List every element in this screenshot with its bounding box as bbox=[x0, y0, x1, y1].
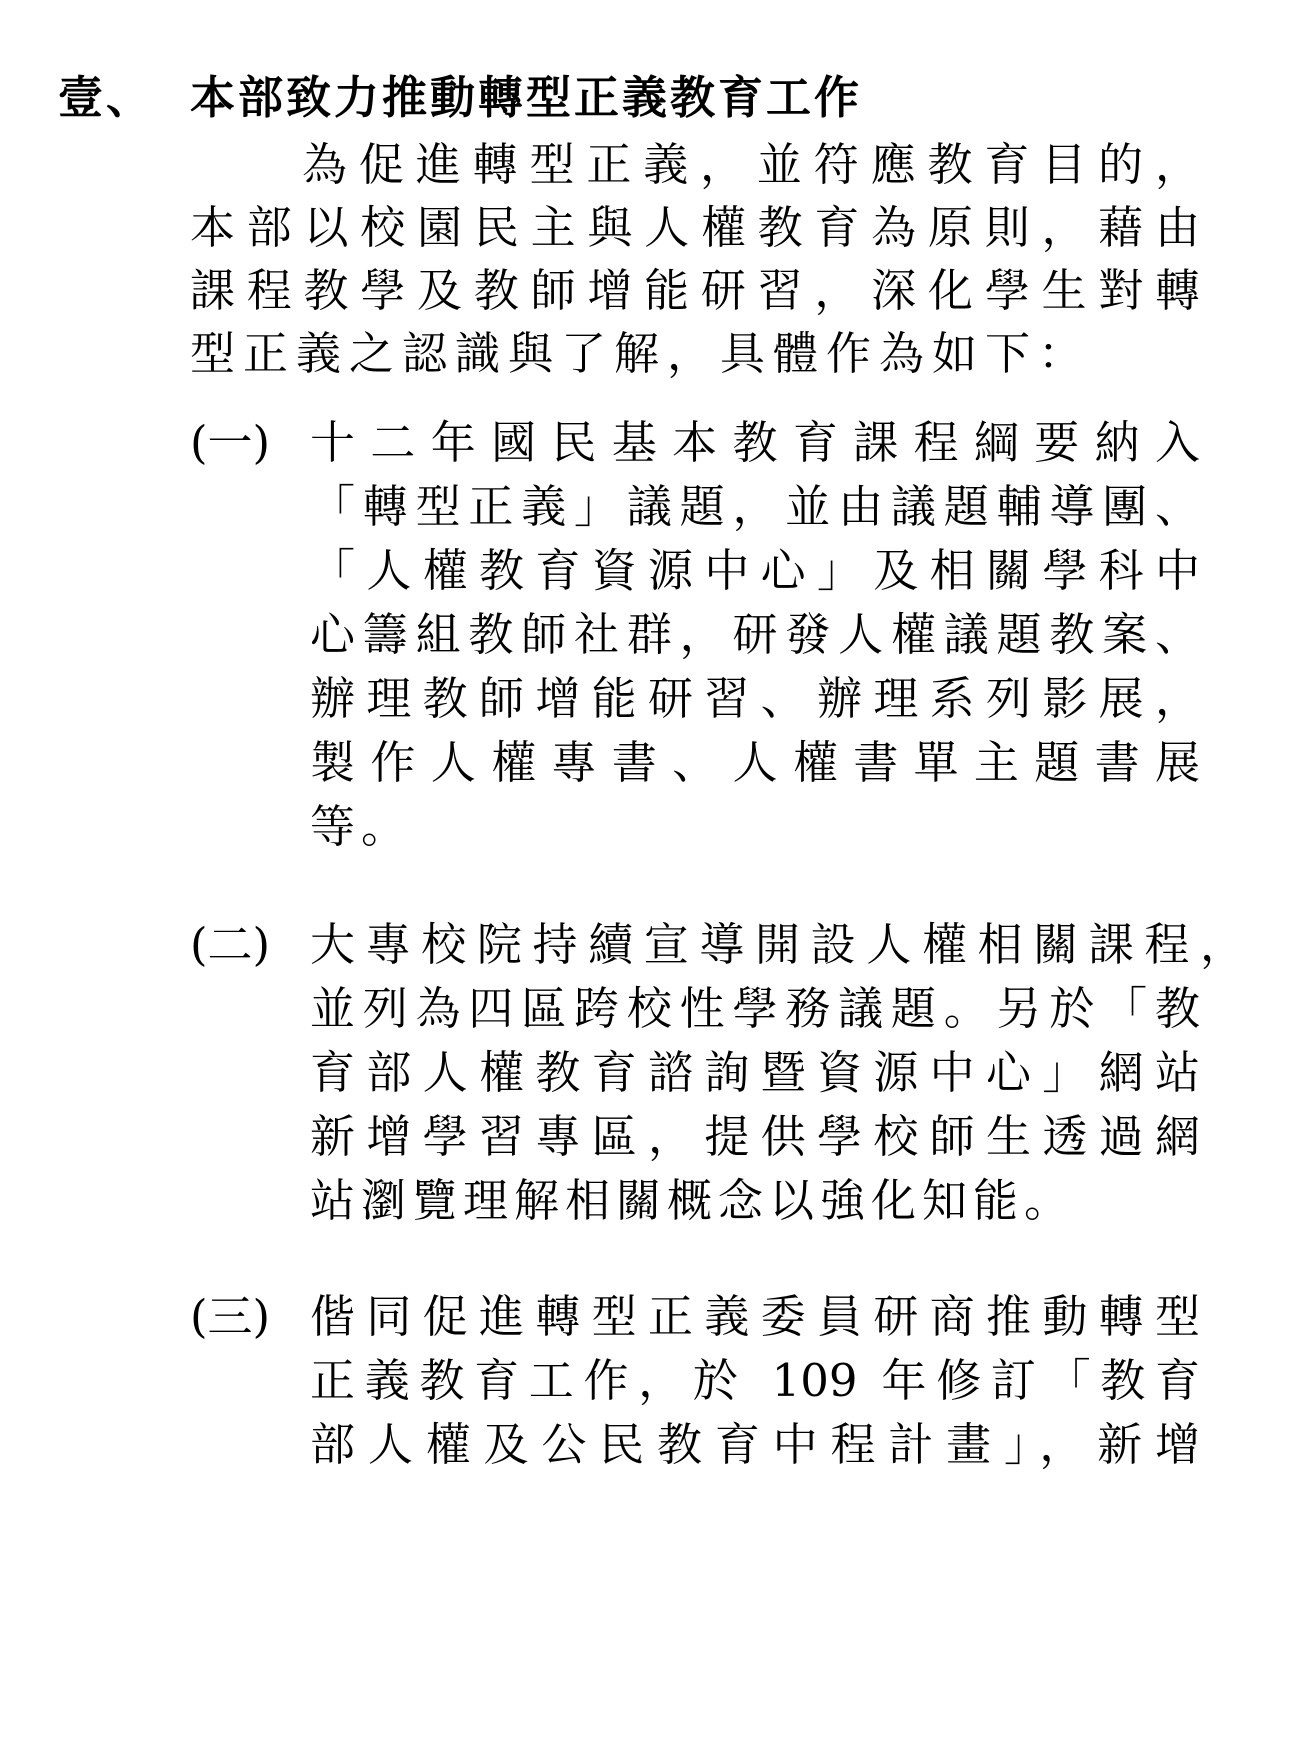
list-item-line: 大專校院持續宣導開設人權相關課程， bbox=[310, 918, 1245, 971]
list-item-line: 正義教育工作，於 109 年修訂「教育 bbox=[310, 1354, 1200, 1407]
list-item-label: (一) bbox=[190, 416, 271, 469]
list-item-line: 等。 bbox=[310, 800, 413, 853]
paragraph-line: 課程教學及教師增能研習，深化學生對轉 bbox=[190, 264, 1200, 317]
list-item-line: 製作人權專書、人權書單主題書展 bbox=[310, 736, 1200, 789]
list-item-label: (二) bbox=[190, 918, 271, 971]
list-item-line: 部人權及公民教育中程計畫」，新增 bbox=[310, 1418, 1200, 1471]
list-item-line: 十二年國民基本教育課程綱要納入 bbox=[310, 416, 1200, 469]
paragraph-line: 本部以校園民主與人權教育為原則，藉由 bbox=[190, 201, 1200, 254]
list-item-line: 偕同促進轉型正義委員研商推動轉型 bbox=[310, 1290, 1200, 1343]
list-item-line: 站瀏覽理解相關概念以強化知能。 bbox=[310, 1174, 1076, 1227]
list-item-line: 辦理教師增能研習、辦理系列影展， bbox=[310, 672, 1200, 725]
list-item-label: (三) bbox=[190, 1290, 271, 1343]
list-item-line: 心籌組教師社群，研發人權議題教案、 bbox=[310, 608, 1200, 661]
list-item-line: 「轉型正義」議題，並由議題輔導團、 bbox=[310, 480, 1200, 533]
list-item-line: 育部人權教育諮詢暨資源中心」網站 bbox=[310, 1046, 1200, 1099]
list-item-line: 新增學習專區，提供學校師生透過網 bbox=[310, 1110, 1200, 1163]
list-item-line: 並列為四區跨校性學務議題。另於「教 bbox=[310, 982, 1200, 1035]
section-title: 本部致力推動轉型正義教育工作 bbox=[190, 70, 863, 124]
list-item-line: 「人權教育資源中心」及相關學科中 bbox=[310, 544, 1200, 597]
section-number: 壹、 bbox=[58, 70, 155, 124]
section-heading bbox=[58, 58, 862, 128]
paragraph-line: 型正義之認識與了解，具體作為如下： bbox=[190, 327, 1092, 380]
paragraph-line: 為促進轉型正義，並符應教育目的， bbox=[302, 138, 1200, 191]
